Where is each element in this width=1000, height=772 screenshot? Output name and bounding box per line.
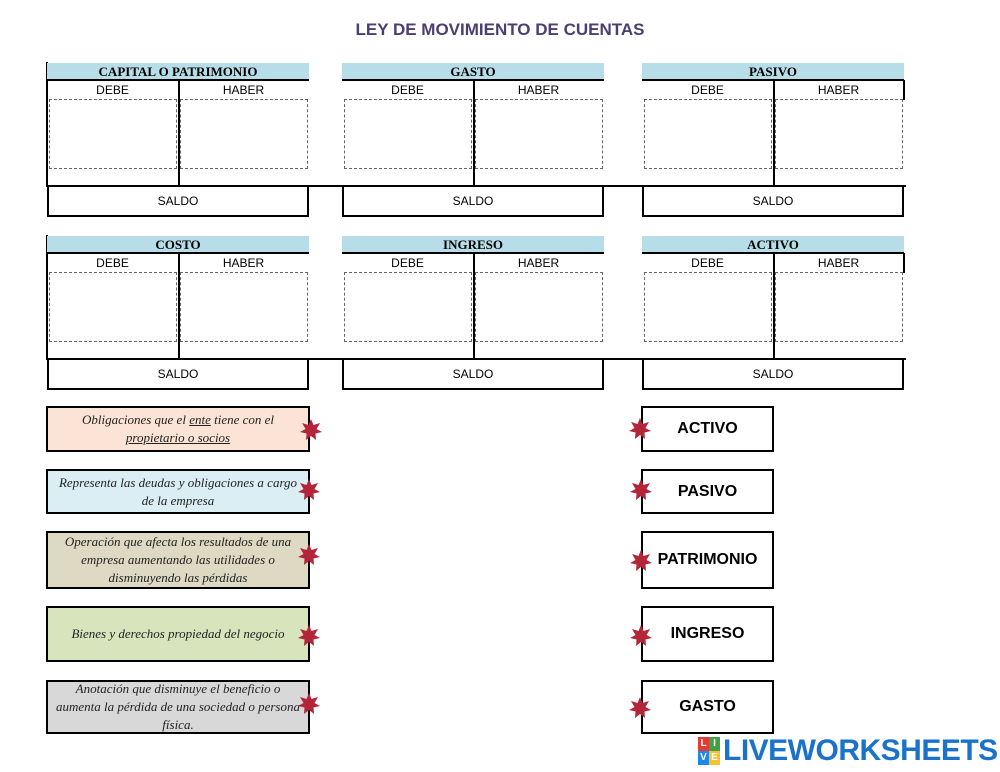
term-card-patrimonio[interactable]: PATRIMONIO [641,531,774,589]
haber-drop-zone[interactable] [475,99,603,169]
saldo-box[interactable]: SALDO [642,358,904,390]
logo-mark-letter: I [709,737,720,751]
haber-drop-zone[interactable] [775,272,903,342]
t-divider [473,81,475,185]
t-account-capital [47,63,309,217]
saldo-box[interactable]: SALDO [47,358,309,390]
account-title: GASTO [342,63,604,81]
definition-card-3[interactable] [46,531,310,589]
join-point-star-icon[interactable] [629,697,651,719]
haber-label: HABER [517,256,560,270]
term-card-ingreso[interactable]: INGRESO [641,606,774,662]
haber-label: HABER [222,83,265,97]
definition-card-2[interactable] [46,469,310,514]
haber-label: HABER [817,256,860,270]
account-title: CAPITAL O PATRIMONIO [47,63,309,81]
debe-label: DEBE [391,256,424,270]
definition-card-4[interactable] [46,606,310,662]
t-account-pasivo [642,63,904,217]
definition-text: Obligaciones que el [81,412,186,427]
term-card-pasivo[interactable]: PASIVO [641,469,774,514]
debe-drop-zone[interactable] [344,272,472,342]
term-card-activo[interactable]: ACTIVO [641,406,774,452]
definition-underlined-word: ente [189,412,211,427]
debe-drop-zone[interactable] [644,272,772,342]
t-divider [773,81,775,185]
liveworksheets-logo [698,735,998,767]
debe-drop-zone[interactable] [344,99,472,169]
join-point-star-icon[interactable] [298,544,320,566]
join-point-star-icon[interactable] [630,479,652,501]
join-point-star-icon[interactable] [629,418,651,440]
haber-drop-zone[interactable] [180,99,308,169]
account-title: ACTIVO [642,236,904,254]
haber-label: HABER [222,256,265,270]
debe-drop-zone[interactable] [49,272,177,342]
t-divider [178,81,180,185]
haber-label: HABER [517,83,560,97]
t-account-gasto [342,63,604,217]
t-divider [473,254,475,358]
page-title: LEY DE MOVIMIENTO DE CUENTAS [355,20,645,39]
logo-mark-letter: L [698,737,709,751]
debe-drop-zone[interactable] [49,99,177,169]
join-point-star-icon[interactable] [298,693,320,715]
logo-mark-letter: V [698,751,709,765]
definition-text: Anotación que disminuye el beneficio o aumenta la pérdida de una sociedad o persona física. [56,681,300,732]
join-point-star-icon[interactable] [298,479,320,501]
haber-drop-zone[interactable] [475,272,603,342]
term-card-gasto[interactable]: GASTO [641,680,774,734]
join-point-star-icon[interactable] [630,625,652,647]
debe-label: DEBE [691,83,724,97]
saldo-box[interactable]: SALDO [342,358,604,390]
join-point-star-icon[interactable] [630,550,652,572]
join-point-star-icon[interactable] [300,419,322,441]
definition-text: tiene con el [214,412,275,427]
debe-label: DEBE [96,256,129,270]
haber-drop-zone[interactable] [180,272,308,342]
definition-text: Operación que afecta los resultados de una empresa aumentando las utilidades o disminuyendo las pérdidas [64,534,292,585]
definition-text: propietario o socios [125,430,231,445]
haber-label: HABER [817,83,860,97]
logo-text: LIVEWORKSHEETS [723,734,998,767]
saldo-box[interactable]: SALDO [642,185,904,217]
t-account-activo [642,236,904,390]
debe-label: DEBE [96,83,129,97]
account-title: COSTO [47,236,309,254]
logo-mark-icon [698,737,720,765]
debe-label: DEBE [391,83,424,97]
t-account-ingreso [342,236,604,390]
account-title: INGRESO [342,236,604,254]
logo-mark-letter: E [709,751,720,765]
debe-drop-zone[interactable] [644,99,772,169]
definition-card-5[interactable] [46,680,310,734]
account-title: PASIVO [642,63,904,81]
definition-card-1[interactable] [46,406,310,452]
saldo-box[interactable]: SALDO [342,185,604,217]
t-divider [178,254,180,358]
definition-text: Bienes y derechos propiedad del negocio [71,626,285,641]
definition-text: Representa las deudas y obligaciones a cargo de la empresa [58,474,298,508]
t-account-costo [47,236,309,390]
haber-drop-zone[interactable] [775,99,903,169]
t-divider [773,254,775,358]
debe-label: DEBE [691,256,724,270]
join-point-star-icon[interactable] [298,625,320,647]
saldo-box[interactable]: SALDO [47,185,309,217]
